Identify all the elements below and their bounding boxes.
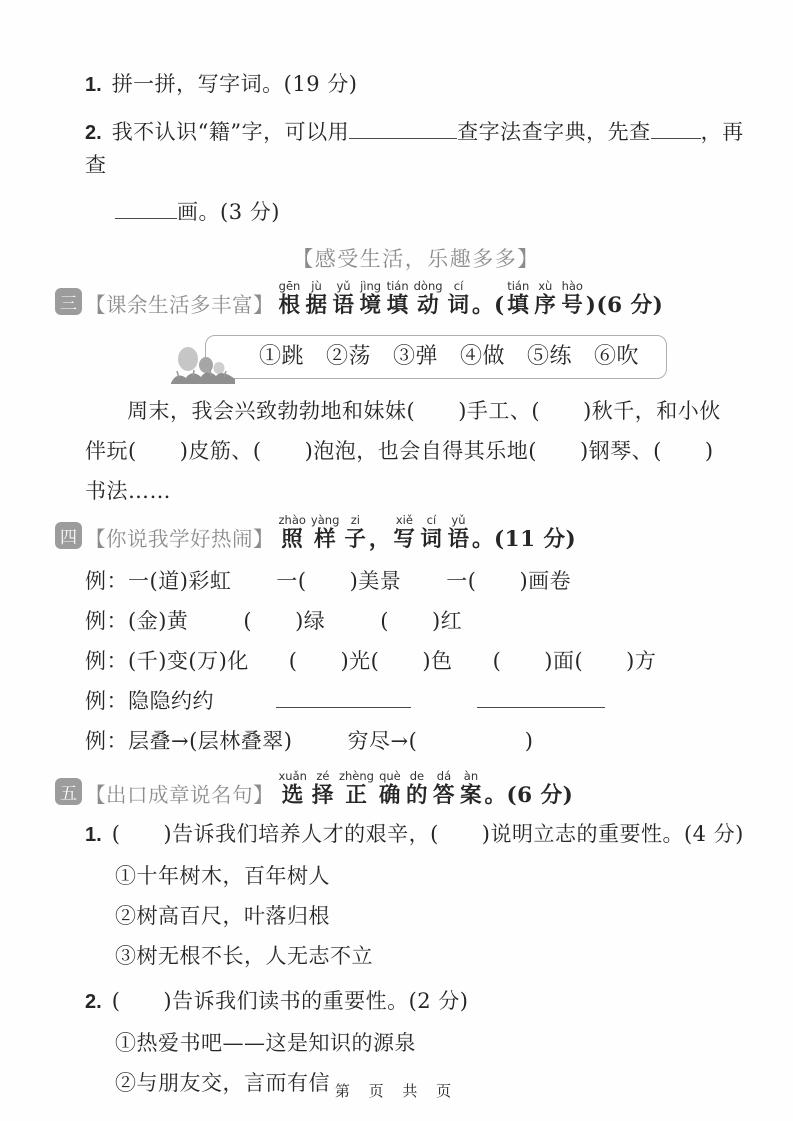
ruby-char: 择zé: [311, 769, 334, 808]
section-5-title: [276, 771, 573, 809]
example-row: [85, 561, 747, 601]
spacer: [214, 707, 276, 708]
ruby-char: 子zi: [344, 513, 367, 552]
text-run: 。(11 分): [471, 527, 577, 552]
blank-line: [349, 118, 457, 139]
text-run: )(6 分): [585, 293, 664, 318]
question-1-number: 1.: [85, 74, 102, 96]
ruby-char: 答dá: [432, 769, 455, 808]
ruby-char: 写xiě: [393, 513, 416, 552]
ruby-char: 语yǔ: [447, 513, 470, 552]
text-run: 画。(3 分): [177, 200, 280, 224]
ruby-char: 照zhào: [278, 513, 306, 552]
ruby-char: 填tián: [386, 279, 409, 318]
section-3-title: [276, 281, 663, 319]
ruby-char: 词cí: [447, 279, 470, 318]
section-5-question-1: [85, 817, 747, 852]
page-footer: 第 页 共 页: [334, 1082, 459, 1100]
spacer: [401, 587, 446, 588]
section-5-question-2-text: [112, 989, 469, 1013]
choice-item: ②与朋友交，言而有信: [115, 1071, 330, 1095]
example-row: [85, 721, 747, 761]
section-5-badge: 五: [55, 778, 82, 805]
section-5-question-2-number: 2.: [85, 991, 102, 1013]
ruby-char: 号hào: [561, 279, 584, 318]
text-run: 例：一(道)彩虹: [85, 569, 232, 593]
options-box: [205, 335, 667, 379]
option-item: ⑤练: [527, 344, 573, 369]
option-item: ①跳: [258, 344, 304, 369]
choice-item: ②树高百尺，叶落归根: [115, 904, 330, 928]
spacer: [453, 667, 493, 668]
option-item: ③弹: [392, 344, 438, 369]
example-row: [85, 681, 747, 721]
question-2: [85, 116, 747, 181]
section-3-heading: [60, 279, 747, 319]
text-run: ( )红: [380, 609, 463, 633]
section-5-question-1-text: [112, 822, 744, 846]
spacer: [325, 627, 380, 628]
paragraph-line: 周末，我会兴致勃勃地和妹妹( )手工、( )秋千，和小伙: [127, 399, 721, 423]
plant-icon: [169, 342, 237, 384]
section-4-tag: 【你说我学好热闹】: [85, 527, 274, 551]
blank-line: [276, 687, 411, 708]
blank-line: [651, 118, 701, 139]
text-run: 查字法查字典，先查: [457, 120, 651, 144]
section-5-heading: [60, 769, 747, 809]
blank-line: [115, 198, 177, 219]
section-3-badge: 三: [55, 288, 82, 315]
question-1: [85, 68, 747, 101]
spacer: [231, 587, 276, 588]
blank-line: [477, 687, 605, 708]
question-1-choices: [85, 856, 747, 976]
text-run: 拼一拼，写字词。(19 分): [111, 72, 358, 96]
text-run: 例：隐隐约约: [85, 689, 214, 713]
ruby-char: 境jìng: [359, 279, 382, 318]
text-run: 。(6 分): [484, 783, 574, 808]
question-2-continued: [85, 196, 747, 228]
ruby-char: 确què: [378, 769, 401, 808]
text-run: 我不认识“籍”字，可以用: [111, 120, 350, 144]
ruby-char: 据jù: [305, 279, 328, 318]
fill-in-paragraph: [85, 391, 747, 511]
text-run: 一( )画卷: [446, 569, 572, 593]
example-row: [85, 641, 747, 681]
section-4-heading: [60, 513, 747, 553]
spacer: [249, 667, 289, 668]
section-5-tag: 【出口成章说名句】: [85, 783, 274, 807]
text-run: 。(: [472, 293, 505, 318]
ruby-char: 语yǔ: [332, 279, 355, 318]
example-rows: [85, 561, 747, 761]
example-row: [85, 601, 747, 641]
ruby-char: 案àn: [459, 769, 482, 808]
choice-item: ①十年树木，百年树人: [115, 864, 330, 888]
choice-item: ①热爱书吧——这是知识的源泉: [115, 1031, 416, 1055]
options-list: [205, 335, 667, 379]
section-banner: 【感受生活，乐趣多多】: [292, 247, 540, 271]
text-run: 一( )美景: [276, 569, 402, 593]
text-run: ( )面( )方: [492, 649, 657, 673]
option-item: ④做: [460, 344, 506, 369]
section-4-title: [276, 515, 576, 553]
ruby-char: 选xuǎn: [278, 769, 307, 808]
section-5-question-1-number: 1.: [85, 824, 102, 846]
ruby-char: 词cí: [420, 513, 443, 552]
spacer: [411, 707, 477, 708]
text-run: 例：(金)黄: [85, 609, 189, 633]
text-run: ( )光( )色: [288, 649, 453, 673]
text-run: 例：层叠→(层林叠翠): [85, 729, 293, 753]
ruby-char: 填tián: [507, 279, 530, 318]
ruby-char: 样yàng: [310, 513, 340, 552]
question-2-number: 2.: [85, 122, 102, 144]
choice-item: ③树无根不长，人无志不立: [115, 944, 373, 968]
ruby-char: 的de: [405, 769, 428, 808]
spacer: [292, 747, 347, 748]
text-run: ( )告诉我们读书的重要性。(2 分): [111, 989, 469, 1013]
text-run: ( )绿: [243, 609, 326, 633]
ruby-char: 序xù: [534, 279, 557, 318]
ruby-char: 根gēn: [278, 279, 301, 318]
option-item: ②荡: [325, 344, 371, 369]
text-run: ，: [368, 527, 391, 552]
section-3-tag: 【课余生活多丰富】: [85, 293, 274, 317]
question-2-text: [85, 120, 744, 177]
paragraph-line: 伴玩( )皮筋、( )泡泡，也会自得其乐地( )钢琴、( ): [85, 439, 714, 463]
section-5-question-2: [85, 984, 747, 1019]
text-run: 穷尽→( ): [347, 729, 534, 753]
spacer: [188, 627, 243, 628]
question-1-text: [112, 72, 358, 96]
option-item: ⑥吹: [594, 344, 640, 369]
text-run: ，再查: [85, 120, 744, 177]
text-run: 例：(千)变(万)化: [85, 649, 249, 673]
ruby-char: 动dòng: [413, 279, 443, 318]
text-run: ( )告诉我们培养人才的艰辛，( )说明立志的重要性。(4 分): [111, 822, 744, 846]
paragraph-line: 书法……: [85, 479, 171, 503]
section-4-badge: 四: [55, 522, 82, 549]
ruby-char: 正zhèng: [338, 769, 374, 808]
